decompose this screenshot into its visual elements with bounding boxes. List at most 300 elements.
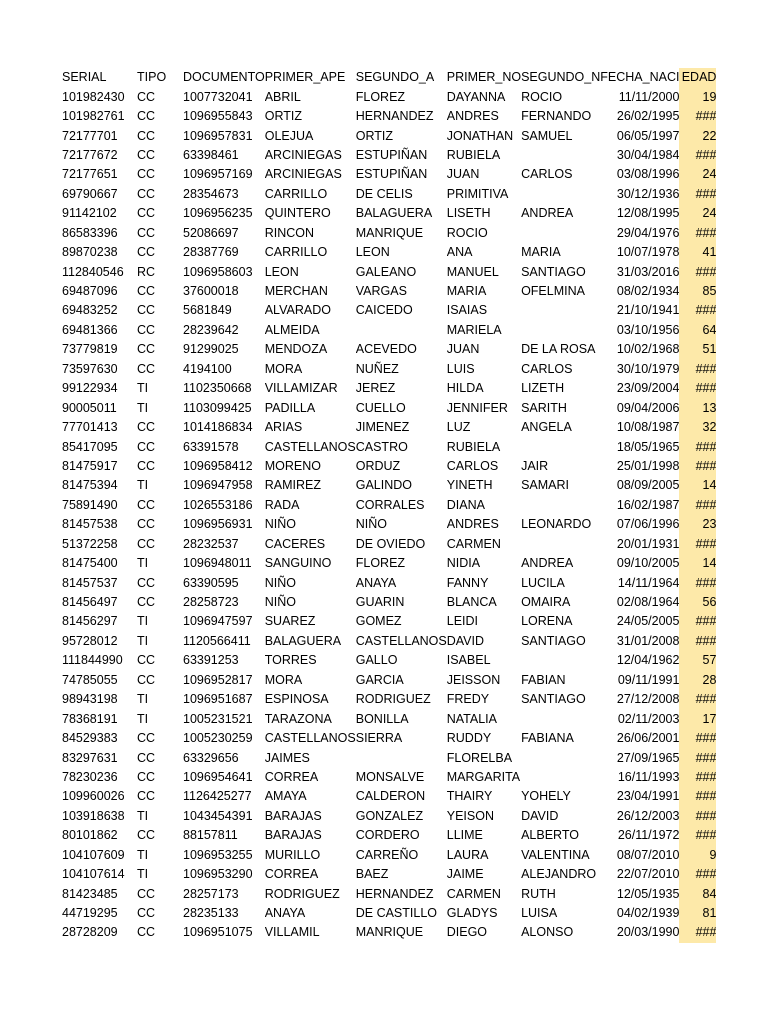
cell-serial[interactable]: 69487096 <box>62 284 118 299</box>
cell-documento[interactable]: 1096957831 <box>183 128 253 143</box>
cell-edad[interactable]: 17 <box>679 709 716 728</box>
cell-edad[interactable]: ### <box>679 185 716 204</box>
cell-segundo-nombre[interactable]: SARITH <box>521 400 567 415</box>
cell-serial[interactable]: 109960026 <box>62 789 125 804</box>
cell-tipo[interactable]: CC <box>137 458 156 473</box>
cell-documento[interactable]: 37600018 <box>183 284 239 299</box>
cell-documento[interactable]: 28387769 <box>183 245 239 260</box>
cell-documento[interactable]: 1096958412 <box>183 458 253 473</box>
cell-fecha-nacimiento[interactable]: 29/04/1976 <box>616 225 680 240</box>
cell-primer-nombre[interactable]: YEISON <box>446 808 494 823</box>
cell-serial[interactable]: 77701413 <box>62 420 118 435</box>
cell-primer-apellido[interactable]: NIÑO <box>264 517 296 532</box>
cell-segundo-apellido[interactable]: GOMEZ <box>355 614 402 629</box>
cell-segundo-nombre[interactable]: VALENTINA <box>521 847 590 862</box>
cell-tipo[interactable]: CC <box>137 186 156 201</box>
cell-documento[interactable]: 52086697 <box>183 225 239 240</box>
cell-segundo-apellido[interactable]: NIÑO <box>355 517 387 532</box>
cell-edad[interactable]: 9 <box>679 846 716 865</box>
cell-tipo[interactable]: CC <box>137 147 156 162</box>
cell-serial[interactable]: 95728012 <box>62 633 118 648</box>
cell-edad[interactable]: 41 <box>679 243 716 262</box>
cell-fecha-nacimiento[interactable]: 14/11/1964 <box>617 575 680 590</box>
cell-segundo-apellido[interactable]: NUÑEZ <box>355 361 399 376</box>
cell-documento[interactable]: 1120566411 <box>183 633 251 648</box>
cell-edad[interactable]: ### <box>679 573 716 592</box>
cell-segundo-nombre[interactable]: RUTH <box>521 886 556 901</box>
cell-tipo[interactable]: CC <box>137 167 156 182</box>
cell-primer-nombre[interactable]: CARLOS <box>446 458 499 473</box>
cell-primer-nombre[interactable]: ISABEL <box>446 653 491 668</box>
cell-primer-nombre[interactable]: MARGARITA <box>446 769 521 784</box>
cell-fecha-nacimiento[interactable]: 30/12/1936 <box>616 186 680 201</box>
cell-serial[interactable]: 111844990 <box>62 653 123 668</box>
cell-serial[interactable]: 104107609 <box>62 847 125 862</box>
cell-primer-apellido[interactable]: VILLAMIL <box>264 925 320 940</box>
cell-primer-apellido[interactable]: RAMIREZ <box>264 478 321 493</box>
cell-tipo[interactable]: CC <box>137 206 156 221</box>
cell-segundo-apellido[interactable]: SIERRA <box>355 731 403 746</box>
cell-serial[interactable]: 81423485 <box>62 886 118 901</box>
cell-edad[interactable]: ### <box>679 360 716 379</box>
cell-primer-nombre[interactable]: LUZ <box>446 420 471 435</box>
cell-primer-nombre[interactable]: JUAN <box>446 342 480 357</box>
cell-primer-nombre[interactable]: ANDRES <box>446 517 499 532</box>
cell-segundo-apellido[interactable]: CUELLO <box>355 400 406 415</box>
cell-segundo-apellido[interactable]: ACEVEDO <box>355 342 417 357</box>
cell-tipo[interactable]: TI <box>137 808 149 823</box>
cell-segundo-nombre[interactable]: OFELMINA <box>521 284 585 299</box>
cell-segundo-apellido[interactable]: GALLO <box>355 653 398 668</box>
cell-tipo[interactable]: CC <box>137 284 156 299</box>
cell-fecha-nacimiento[interactable]: 26/02/1995 <box>616 109 680 124</box>
cell-serial[interactable]: 90005011 <box>62 400 117 415</box>
cell-serial[interactable]: 99122934 <box>62 381 118 396</box>
cell-segundo-apellido[interactable]: ORTIZ <box>355 128 394 143</box>
cell-primer-apellido[interactable]: MORA <box>264 361 303 376</box>
cell-fecha-nacimiento[interactable]: 23/04/1991 <box>616 789 680 804</box>
cell-documento[interactable]: 1096958603 <box>183 264 253 279</box>
cell-tipo[interactable]: CC <box>137 361 156 376</box>
cell-primer-nombre[interactable]: RUDDY <box>446 731 492 746</box>
cell-segundo-apellido[interactable] <box>356 321 447 340</box>
cell-primer-apellido[interactable]: RODRIGUEZ <box>264 886 340 901</box>
cell-segundo-apellido[interactable]: MONSALVE <box>355 769 425 784</box>
cell-fecha-nacimiento[interactable]: 02/08/1964 <box>616 595 680 610</box>
cell-primer-apellido[interactable]: BARAJAS <box>264 808 322 823</box>
cell-documento[interactable]: 28232537 <box>183 536 239 551</box>
cell-primer-nombre[interactable]: ANDRES <box>446 109 499 124</box>
cell-tipo[interactable]: TI <box>137 400 149 415</box>
cell-fecha-nacimiento[interactable]: 07/06/1996 <box>616 517 680 532</box>
cell-segundo-apellido[interactable]: BONILLA <box>355 711 409 726</box>
cell-edad[interactable]: ### <box>679 146 716 165</box>
cell-tipo[interactable]: TI <box>137 556 149 571</box>
cell-segundo-nombre[interactable]: LIZETH <box>521 381 565 396</box>
cell-documento[interactable]: 1043454391 <box>183 808 253 823</box>
cell-primer-apellido[interactable]: ORTIZ <box>264 109 302 124</box>
cell-primer-nombre[interactable]: PRIMITIVA <box>446 186 509 201</box>
cell-segundo-nombre[interactable] <box>521 535 600 554</box>
column-header-edad[interactable]: EDAD <box>679 68 716 87</box>
cell-primer-nombre[interactable]: MARIA <box>446 284 487 299</box>
cell-serial[interactable]: 73779819 <box>62 342 118 357</box>
cell-tipo[interactable]: CC <box>137 575 156 590</box>
cell-segundo-nombre[interactable]: FABIANA <box>521 731 574 746</box>
cell-primer-apellido[interactable]: AMAYA <box>264 789 307 804</box>
cell-tipo[interactable]: CC <box>137 439 156 454</box>
cell-fecha-nacimiento[interactable]: 10/07/1978 <box>616 245 680 260</box>
cell-tipo[interactable]: CC <box>137 497 156 512</box>
column-header-tipo[interactable]: TIPO <box>137 70 167 85</box>
cell-serial[interactable]: 84529383 <box>62 731 118 746</box>
cell-segundo-nombre[interactable] <box>521 437 600 456</box>
cell-serial[interactable]: 81456297 <box>62 614 118 629</box>
cell-segundo-nombre[interactable]: ALONSO <box>521 925 574 940</box>
cell-segundo-nombre[interactable] <box>521 224 600 243</box>
cell-tipo[interactable]: CC <box>137 128 156 143</box>
cell-fecha-nacimiento[interactable]: 04/02/1939 <box>616 906 680 921</box>
cell-primer-nombre[interactable]: JUAN <box>446 167 480 182</box>
cell-fecha-nacimiento[interactable]: 26/06/2001 <box>616 731 680 746</box>
cell-tipo[interactable]: CC <box>137 109 156 124</box>
cell-segundo-apellido[interactable]: ESTUPIÑAN <box>355 167 428 182</box>
cell-fecha-nacimiento[interactable]: 30/10/1979 <box>616 361 680 376</box>
cell-documento[interactable]: 1096952817 <box>183 672 253 687</box>
cell-primer-nombre[interactable]: HILDA <box>446 381 484 396</box>
cell-segundo-nombre[interactable]: ANGELA <box>521 420 572 435</box>
cell-fecha-nacimiento[interactable]: 09/10/2005 <box>616 556 680 571</box>
cell-primer-nombre[interactable]: BLANCA <box>446 595 497 610</box>
cell-primer-nombre[interactable]: JENNIFER <box>446 400 508 415</box>
cell-serial[interactable]: 101982761 <box>62 109 125 124</box>
cell-segundo-apellido[interactable]: GALEANO <box>355 264 417 279</box>
cell-serial[interactable]: 81457537 <box>62 575 118 590</box>
cell-primer-apellido[interactable]: SUAREZ <box>264 614 316 629</box>
cell-documento[interactable]: 1096951687 <box>183 692 253 707</box>
cell-documento[interactable]: 28239642 <box>183 322 239 337</box>
cell-segundo-nombre[interactable]: YOHELY <box>521 789 571 804</box>
cell-serial[interactable]: 89870238 <box>62 245 118 260</box>
cell-documento[interactable]: 91299025 <box>183 342 239 357</box>
cell-primer-nombre[interactable]: FREDY <box>446 692 490 707</box>
cell-serial[interactable]: 69790667 <box>62 186 118 201</box>
cell-primer-apellido[interactable]: VILLAMIZAR <box>264 381 338 396</box>
cell-segundo-apellido[interactable]: CORDERO <box>355 828 420 843</box>
cell-segundo-nombre[interactable] <box>521 301 600 320</box>
cell-segundo-apellido[interactable]: LEON <box>355 245 390 260</box>
cell-primer-nombre[interactable]: DAVID <box>446 633 485 648</box>
cell-primer-apellido[interactable]: MURILLO <box>264 847 321 862</box>
cell-tipo[interactable]: CC <box>137 672 156 687</box>
cell-segundo-nombre[interactable]: SAMUEL <box>521 128 573 143</box>
cell-fecha-nacimiento[interactable]: 12/05/1935 <box>616 886 680 901</box>
cell-tipo[interactable]: CC <box>137 925 156 940</box>
cell-tipo[interactable]: CC <box>137 342 156 357</box>
cell-primer-nombre[interactable]: ROCIO <box>446 225 488 240</box>
cell-segundo-apellido[interactable]: ANAYA <box>355 575 397 590</box>
cell-segundo-nombre[interactable]: JAIR <box>521 458 549 473</box>
cell-edad[interactable]: ### <box>679 748 716 767</box>
cell-edad[interactable]: 32 <box>679 418 716 437</box>
cell-edad[interactable]: 24 <box>679 165 716 184</box>
cell-documento[interactable]: 1026553186 <box>183 497 253 512</box>
cell-documento[interactable]: 5681849 <box>183 303 232 318</box>
cell-serial[interactable]: 72177672 <box>62 147 118 162</box>
cell-segundo-nombre[interactable] <box>521 496 600 515</box>
cell-edad[interactable]: 14 <box>679 554 716 573</box>
cell-segundo-nombre[interactable]: SANTIAGO <box>521 633 586 648</box>
cell-serial[interactable]: 85417095 <box>62 439 118 454</box>
cell-segundo-apellido[interactable] <box>356 748 447 767</box>
cell-segundo-apellido[interactable]: BALAGUERA <box>355 206 433 221</box>
cell-segundo-apellido[interactable]: CALDERON <box>355 789 426 804</box>
cell-segundo-nombre[interactable] <box>521 146 600 165</box>
cell-primer-apellido[interactable]: CARRILLO <box>264 186 328 201</box>
cell-fecha-nacimiento[interactable]: 02/11/2003 <box>617 711 680 726</box>
cell-serial[interactable]: 86583396 <box>62 225 118 240</box>
cell-tipo[interactable]: TI <box>137 633 149 648</box>
cell-segundo-nombre[interactable]: MARIA <box>521 245 561 260</box>
cell-primer-apellido[interactable]: ARCINIEGAS <box>264 147 342 162</box>
cell-documento[interactable]: 1096953290 <box>183 867 253 882</box>
cell-edad[interactable]: ### <box>679 787 716 806</box>
cell-primer-apellido[interactable]: NIÑO <box>264 595 296 610</box>
cell-edad[interactable]: 14 <box>679 476 716 495</box>
cell-tipo[interactable]: CC <box>137 595 156 610</box>
cell-fecha-nacimiento[interactable]: 08/09/2005 <box>616 478 680 493</box>
cell-segundo-apellido[interactable]: DE CELIS <box>355 186 413 201</box>
cell-documento[interactable]: 1126425277 <box>183 789 252 804</box>
cell-edad[interactable]: 24 <box>679 204 716 223</box>
column-header-fecha-nacimiento[interactable]: FECHA_NACI <box>600 70 680 85</box>
cell-edad[interactable]: 81 <box>679 904 716 923</box>
cell-segundo-apellido[interactable]: HERNANDEZ <box>355 109 434 124</box>
cell-serial[interactable]: 74785055 <box>62 672 118 687</box>
cell-segundo-nombre[interactable]: LUCILA <box>521 575 565 590</box>
cell-edad[interactable]: ### <box>679 535 716 554</box>
cell-segundo-apellido[interactable]: MANRIQUE <box>355 225 424 240</box>
cell-tipo[interactable]: CC <box>137 225 156 240</box>
cell-tipo[interactable]: CC <box>137 906 156 921</box>
cell-segundo-nombre[interactable]: SANTIAGO <box>521 692 586 707</box>
cell-serial[interactable]: 91142102 <box>62 206 117 221</box>
cell-documento[interactable]: 1014186834 <box>183 420 253 435</box>
cell-segundo-apellido[interactable]: CORRALES <box>355 497 425 512</box>
cell-primer-apellido[interactable]: MORA <box>264 672 303 687</box>
cell-edad[interactable]: 85 <box>679 282 716 301</box>
cell-segundo-nombre[interactable]: ANDREA <box>521 206 574 221</box>
cell-documento[interactable]: 28257173 <box>183 886 239 901</box>
cell-edad[interactable]: ### <box>679 729 716 748</box>
cell-documento[interactable]: 1096956235 <box>183 206 253 221</box>
cell-edad[interactable]: 51 <box>679 340 716 359</box>
cell-segundo-nombre[interactable]: LEONARDO <box>521 517 592 532</box>
cell-fecha-nacimiento[interactable]: 31/01/2008 <box>616 633 680 648</box>
cell-fecha-nacimiento[interactable]: 31/03/2016 <box>616 264 680 279</box>
cell-edad[interactable]: ### <box>679 457 716 476</box>
cell-edad[interactable]: ### <box>679 496 716 515</box>
cell-primer-apellido[interactable]: RINCON <box>264 225 315 240</box>
cell-primer-apellido[interactable]: QUINTERO <box>264 206 331 221</box>
cell-tipo[interactable]: TI <box>137 478 149 493</box>
cell-segundo-nombre[interactable]: SAMARI <box>521 478 570 493</box>
cell-documento[interactable]: 1096947958 <box>183 478 253 493</box>
cell-primer-apellido[interactable]: MERCHAN <box>264 284 328 299</box>
cell-primer-apellido[interactable]: PADILLA <box>264 400 316 415</box>
cell-documento[interactable]: 1007732041 <box>183 89 253 104</box>
cell-segundo-nombre[interactable] <box>521 185 600 204</box>
cell-edad[interactable]: 13 <box>679 398 716 417</box>
cell-edad[interactable]: ### <box>679 224 716 243</box>
cell-primer-apellido[interactable]: ALMEIDA <box>264 322 320 337</box>
cell-documento[interactable]: 28235133 <box>183 906 239 921</box>
cell-primer-apellido[interactable]: CARRILLO <box>264 245 328 260</box>
cell-edad[interactable]: ### <box>679 923 716 942</box>
cell-fecha-nacimiento[interactable]: 26/11/1972 <box>617 828 680 843</box>
cell-tipo[interactable]: CC <box>137 769 156 784</box>
cell-fecha-nacimiento[interactable]: 09/11/1991 <box>617 672 680 687</box>
cell-segundo-nombre[interactable]: ALBERTO <box>521 828 579 843</box>
cell-serial[interactable]: 81475400 <box>62 556 118 571</box>
cell-tipo[interactable]: CC <box>137 750 156 765</box>
cell-segundo-nombre[interactable] <box>521 768 600 787</box>
cell-fecha-nacimiento[interactable]: 10/02/1968 <box>616 342 680 357</box>
cell-serial[interactable]: 104107614 <box>62 867 125 882</box>
cell-primer-nombre[interactable]: THAIRY <box>446 789 493 804</box>
cell-segundo-nombre[interactable] <box>521 651 600 670</box>
cell-primer-apellido[interactable]: CORREA <box>264 867 319 882</box>
cell-segundo-nombre[interactable]: ANDREA <box>521 556 574 571</box>
cell-primer-nombre[interactable]: CARMEN <box>446 886 501 901</box>
cell-serial[interactable]: 83297631 <box>62 750 118 765</box>
cell-serial[interactable]: 44719295 <box>62 906 118 921</box>
cell-segundo-apellido[interactable]: GALINDO <box>355 478 412 493</box>
cell-fecha-nacimiento[interactable]: 12/04/1962 <box>616 653 680 668</box>
cell-primer-apellido[interactable]: LEON <box>264 264 299 279</box>
cell-edad[interactable]: ### <box>679 612 716 631</box>
cell-documento[interactable]: 1102350668 <box>183 381 252 396</box>
cell-fecha-nacimiento[interactable]: 08/02/1934 <box>616 284 680 299</box>
cell-tipo[interactable]: TI <box>137 614 149 629</box>
cell-fecha-nacimiento[interactable]: 03/10/1956 <box>616 322 680 337</box>
cell-tipo[interactable]: TI <box>137 711 149 726</box>
cell-primer-nombre[interactable]: NATALIA <box>446 711 497 726</box>
cell-primer-nombre[interactable]: LEIDI <box>446 614 479 629</box>
cell-tipo[interactable]: TI <box>137 381 149 396</box>
cell-fecha-nacimiento[interactable]: 21/10/1941 <box>616 303 680 318</box>
cell-primer-apellido[interactable]: BALAGUERA <box>264 633 342 648</box>
cell-segundo-apellido[interactable]: JEREZ <box>355 381 396 396</box>
cell-segundo-nombre[interactable]: CARLOS <box>521 167 573 182</box>
cell-segundo-apellido[interactable]: JIMENEZ <box>355 420 410 435</box>
cell-fecha-nacimiento[interactable]: 11/11/2000 <box>618 89 680 104</box>
cell-segundo-apellido[interactable]: GUARIN <box>355 595 405 610</box>
cell-segundo-apellido[interactable]: DE OVIEDO <box>355 536 426 551</box>
cell-fecha-nacimiento[interactable]: 20/01/1931 <box>616 536 680 551</box>
cell-edad[interactable]: ### <box>679 437 716 456</box>
cell-primer-apellido[interactable]: ARCINIEGAS <box>264 167 342 182</box>
cell-primer-nombre[interactable]: LLIME <box>446 828 483 843</box>
cell-serial[interactable]: 98943198 <box>62 692 118 707</box>
cell-primer-apellido[interactable]: CASTELLANOS <box>264 439 356 454</box>
cell-primer-nombre[interactable]: ANA <box>446 245 473 260</box>
cell-edad[interactable]: 23 <box>679 515 716 534</box>
cell-segundo-nombre[interactable]: FERNANDO <box>521 109 592 124</box>
cell-documento[interactable]: 1103099425 <box>183 400 252 415</box>
cell-primer-nombre[interactable]: DIANA <box>446 497 485 512</box>
cell-tipo[interactable]: CC <box>137 828 156 843</box>
cell-edad[interactable]: ### <box>679 262 716 281</box>
cell-edad[interactable]: 19 <box>679 87 716 106</box>
cell-tipo[interactable]: CC <box>137 303 156 318</box>
cell-segundo-apellido[interactable]: DE CASTILLO <box>355 906 438 921</box>
cell-primer-nombre[interactable]: RUBIELA <box>446 439 501 454</box>
cell-primer-apellido[interactable]: MENDOZA <box>264 342 328 357</box>
cell-segundo-nombre[interactable]: DE LA ROSA <box>521 342 596 357</box>
cell-primer-apellido[interactable]: ARIAS <box>264 420 303 435</box>
cell-serial[interactable]: 81457538 <box>62 517 118 532</box>
cell-segundo-nombre[interactable] <box>521 748 600 767</box>
cell-edad[interactable]: 64 <box>679 321 716 340</box>
cell-documento[interactable]: 88157811 <box>183 828 238 843</box>
cell-segundo-apellido[interactable]: VARGAS <box>355 284 407 299</box>
cell-segundo-apellido[interactable]: GARCIA <box>355 672 404 687</box>
cell-primer-nombre[interactable]: MARIELA <box>446 322 502 337</box>
column-header-segundo-nombre[interactable]: SEGUNDO_N <box>521 70 601 85</box>
cell-primer-nombre[interactable]: NIDIA <box>446 556 481 571</box>
cell-tipo[interactable]: CC <box>137 536 156 551</box>
cell-fecha-nacimiento[interactable]: 25/01/1998 <box>616 458 680 473</box>
cell-segundo-nombre[interactable]: SANTIAGO <box>521 264 586 279</box>
cell-edad[interactable]: 84 <box>679 884 716 903</box>
cell-edad[interactable]: ### <box>679 807 716 826</box>
cell-documento[interactable]: 1096954641 <box>183 769 253 784</box>
cell-fecha-nacimiento[interactable]: 23/09/2004 <box>616 381 680 396</box>
cell-fecha-nacimiento[interactable]: 22/07/2010 <box>616 867 680 882</box>
cell-segundo-nombre[interactable]: LUISA <box>521 906 558 921</box>
cell-segundo-apellido[interactable]: MANRIQUE <box>355 925 424 940</box>
cell-edad[interactable]: 57 <box>679 651 716 670</box>
cell-segundo-apellido[interactable]: CASTRO <box>355 439 408 454</box>
cell-segundo-apellido[interactable]: FLOREZ <box>355 556 406 571</box>
cell-edad[interactable]: ### <box>679 826 716 845</box>
cell-tipo[interactable]: TI <box>137 847 149 862</box>
cell-primer-nombre[interactable]: DAYANNA <box>446 89 506 104</box>
cell-serial[interactable]: 81475917 <box>62 458 118 473</box>
cell-tipo[interactable]: CC <box>137 89 156 104</box>
cell-fecha-nacimiento[interactable]: 12/08/1995 <box>616 206 680 221</box>
column-header-serial[interactable]: SERIAL <box>62 70 107 85</box>
cell-serial[interactable]: 28728209 <box>62 925 118 940</box>
cell-primer-nombre[interactable]: YINETH <box>446 478 493 493</box>
cell-documento[interactable]: 1096948011 <box>183 556 252 571</box>
cell-tipo[interactable]: CC <box>137 789 156 804</box>
cell-segundo-apellido[interactable]: RODRIGUEZ <box>355 692 431 707</box>
cell-documento[interactable]: 28258723 <box>183 595 239 610</box>
cell-primer-apellido[interactable]: ESPINOSA <box>264 692 329 707</box>
cell-segundo-apellido[interactable]: ESTUPIÑAN <box>355 147 428 162</box>
cell-tipo[interactable]: RC <box>137 264 156 279</box>
cell-fecha-nacimiento[interactable]: 26/12/2003 <box>616 808 680 823</box>
cell-fecha-nacimiento[interactable]: 08/07/2010 <box>616 847 680 862</box>
column-header-primer-nombre[interactable]: PRIMER_NO <box>446 70 522 85</box>
cell-segundo-nombre[interactable]: ROCIO <box>521 89 563 104</box>
cell-segundo-nombre[interactable]: CARLOS <box>521 361 573 376</box>
cell-primer-apellido[interactable]: SANGUINO <box>264 556 332 571</box>
cell-tipo[interactable]: CC <box>137 731 156 746</box>
cell-primer-apellido[interactable]: JAIMES <box>264 750 310 765</box>
